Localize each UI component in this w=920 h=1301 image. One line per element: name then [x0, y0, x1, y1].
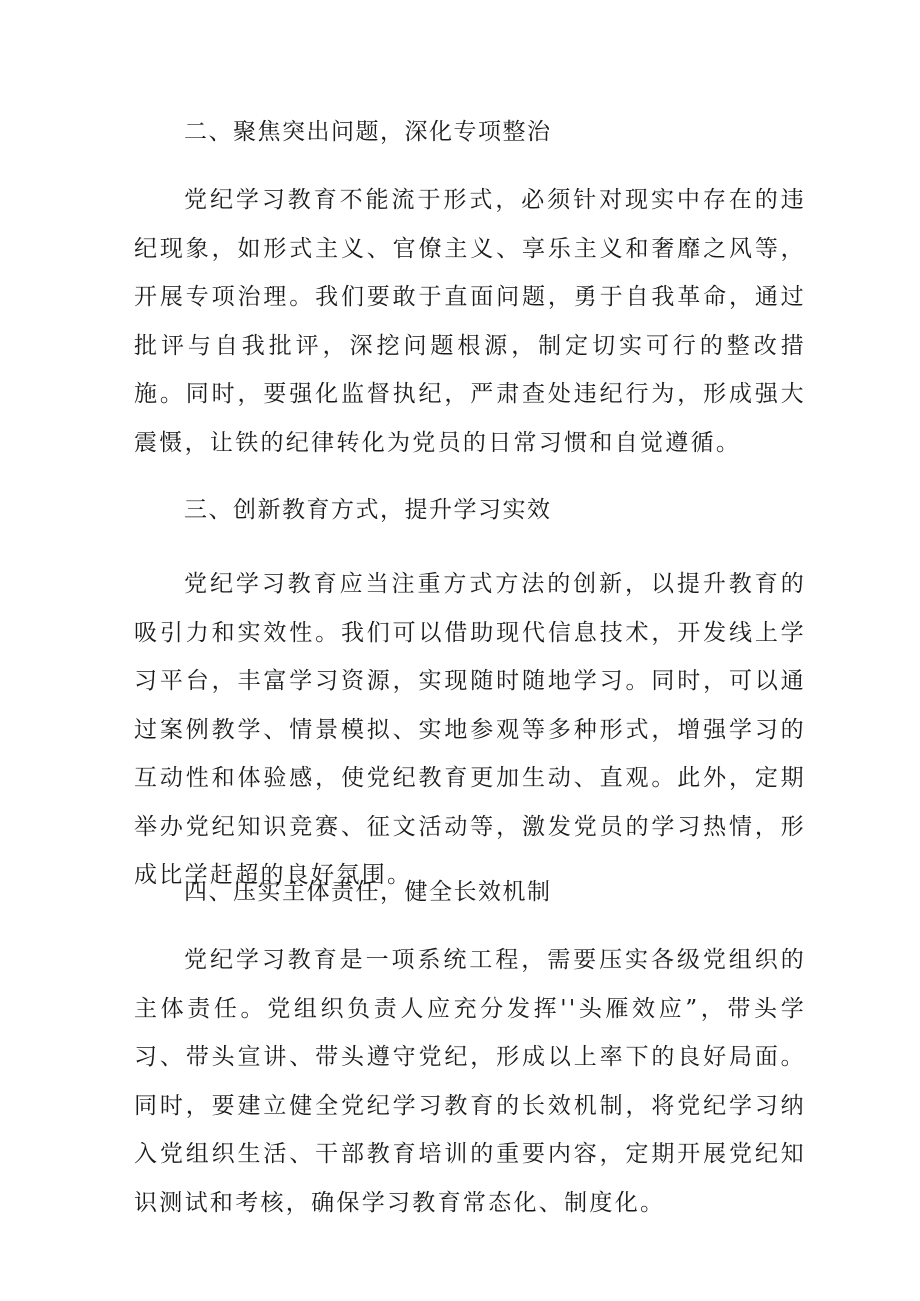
section-heading: 三、创新教育方式，提升学习实效	[184, 497, 552, 523]
section-paragraph: 党纪学习教育不能流于形式，必须针对现实中存在的违纪现象，如形式主义、官僚主义、享乐主义和奢靡之风等，开展专项治理。我们要敢于直面问题，勇于自我革命，通过批评与自我批评，深挖问题根源，制定切实可行的整改措施。同时，要强化监督执纪，严肃查处违纪行为，形成强大震慑，让铁的纪律转化为党员的日常习惯和自觉遵循。	[134, 187, 806, 456]
section-heading: 四、压实主体责任，健全长效机制	[184, 879, 552, 905]
section-paragraph: 党纪学习教育应当注重方式方法的创新，以提升教育的吸引力和实效性。我们可以借助现代信息技术，开发线上学习平台，丰富学习资源，实现随时随地学习。同时，可以通过案例教学、情景模拟、实地参观等多种形式，增强学习的互动性和体验感，使党纪教育更加生动、直观。此外，定期举办党纪知识竞赛、征文活动等，激发党员的学习热情，形成比学赶超的良好氛围。	[134, 571, 806, 888]
section-paragraph: 党纪学习教育是一项系统工程，需要压实各级党组织的主体责任。党组织负责人应充分发挥''头雁效应”，带头学习、带头宣讲、带头遵守党纪，形成以上率下的良好局面。同时，要建立健全党纪学习教育的长效机制，将党纪学习纳入党组织生活、干部教育培训的重要内容，定期开展党纪知识测试和考核，确保学习教育常态化、制度化。	[134, 947, 806, 1216]
section-heading: 二、聚焦突出问题，深化专项整治	[184, 119, 552, 145]
